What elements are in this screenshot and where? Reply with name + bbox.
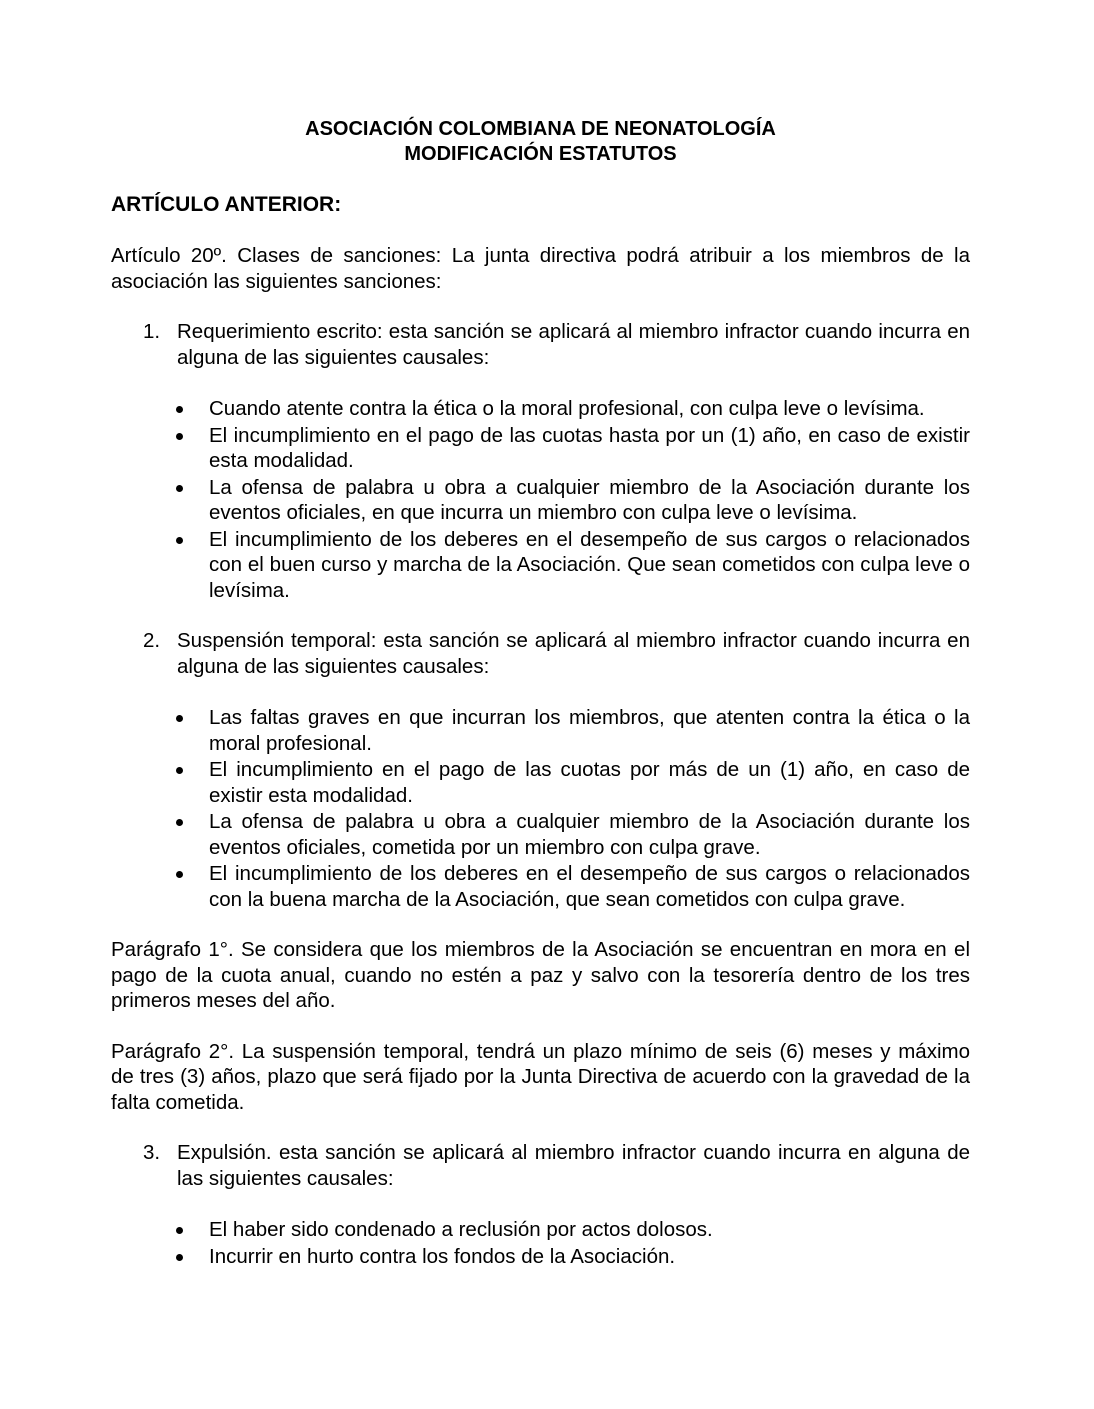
list-item [209, 705, 970, 756]
list-item-text: El incumplimiento de los deberes en el desempeño de sus cargos o relacionados con la buena marcha de la Asociación, que sean cometidos con culpa grave. [209, 862, 970, 911]
list-item-text: La ofensa de palabra u obra a cualquier miembro de la Asociación durante los eventos oficiales, en que incurra un miembro con culpa leve o levísima. [209, 475, 970, 524]
list-item-text: El incumplimiento en el pago de las cuotas hasta por un (1) año, en caso de existir esta modalidad. [209, 423, 970, 472]
section-heading: ARTÍCULO ANTERIOR: [111, 193, 342, 216]
list-item [209, 1244, 970, 1270]
numbered-item-3 [111, 1140, 970, 1191]
list-item-text: El incumplimiento de los deberes en el desempeño de sus cargos o relacionados con el buen curso y marcha de la Asociación. Que sean cometidos con culpa leve o levísima. [209, 527, 970, 602]
item-text: Requerimiento escrito: esta sanción se aplicará al miembro infractor cuando incurra en alguna de las siguientes causales: [177, 320, 970, 369]
list-item [209, 423, 970, 474]
bullet-icon [176, 1227, 183, 1234]
document-title [111, 117, 970, 167]
list-item-text: Las faltas graves en que incurran los miembros, que atenten contra la ética o la moral profesional. [209, 706, 970, 755]
document-page [111, 117, 970, 1270]
title-line-2: MODIFICACIÓN ESTATUTOS [404, 143, 677, 165]
title-line-1: ASOCIACIÓN COLOMBIANA DE NEONATOLOGÍA [305, 118, 776, 140]
list-item [209, 1217, 970, 1243]
bullet-icon [176, 871, 183, 878]
bullet-icon [176, 715, 183, 722]
bullet-list-2 [111, 705, 970, 912]
item-number: 2. [143, 629, 161, 652]
list-item [209, 861, 970, 912]
bullet-icon [176, 406, 183, 413]
bullet-icon [176, 767, 183, 774]
list-item [209, 475, 970, 526]
list-item [209, 527, 970, 604]
paragrafo-1: Parágrafo 1°. Se considera que los miembros de la Asociación se encuentran en mora en el pago de la cuota anual, cuando no estén a paz y salvo con la tesorería dentro de los tres primeros meses del año. [111, 938, 970, 1012]
bullet-icon [176, 819, 183, 826]
bullet-icon [176, 1254, 183, 1261]
item-text: Expulsión. esta sanción se aplicará al miembro infractor cuando incurra en alguna de las siguientes causales: [177, 1141, 970, 1190]
bullet-icon [176, 433, 183, 440]
bullet-icon [176, 537, 183, 544]
list-item [209, 757, 970, 808]
item-number: 3. [143, 1141, 161, 1164]
item-number: 1. [143, 320, 161, 343]
numbered-item-2 [111, 628, 970, 679]
intro-paragraph: Artículo 20º. Clases de sanciones: La junta directiva podrá atribuir a los miembros de la asociación las siguientes sanciones: [111, 244, 970, 293]
list-item-text: Incurrir en hurto contra los fondos de la Asociación. [209, 1244, 676, 1268]
numbered-item-1 [111, 319, 970, 370]
bullet-icon [176, 485, 183, 492]
bullet-list-1 [111, 396, 970, 603]
list-item-text: El incumplimiento en el pago de las cuotas por más de un (1) año, en caso de existir esta modalidad. [209, 758, 970, 807]
item-text: Suspensión temporal: esta sanción se aplicará al miembro infractor cuando incurra en alguna de las siguientes causales: [177, 629, 970, 678]
list-item [209, 396, 970, 422]
list-item-text: El haber sido condenado a reclusión por actos dolosos. [209, 1218, 713, 1241]
list-item-text: La ofensa de palabra u obra a cualquier miembro de la Asociación durante los eventos oficiales, cometida por un miembro con culpa grave. [209, 810, 970, 859]
bullet-list-3 [111, 1217, 970, 1269]
paragrafo-2: Parágrafo 2°. La suspensión temporal, tendrá un plazo mínimo de seis (6) meses y máximo de tres (3) años, plazo que será fijado por la Junta Directiva de acuerdo con la gravedad de la falta cometida. [111, 1039, 970, 1114]
list-item-text: Cuando atente contra la ética o la moral profesional, con culpa leve o levísima. [209, 397, 925, 420]
list-item [209, 809, 970, 860]
